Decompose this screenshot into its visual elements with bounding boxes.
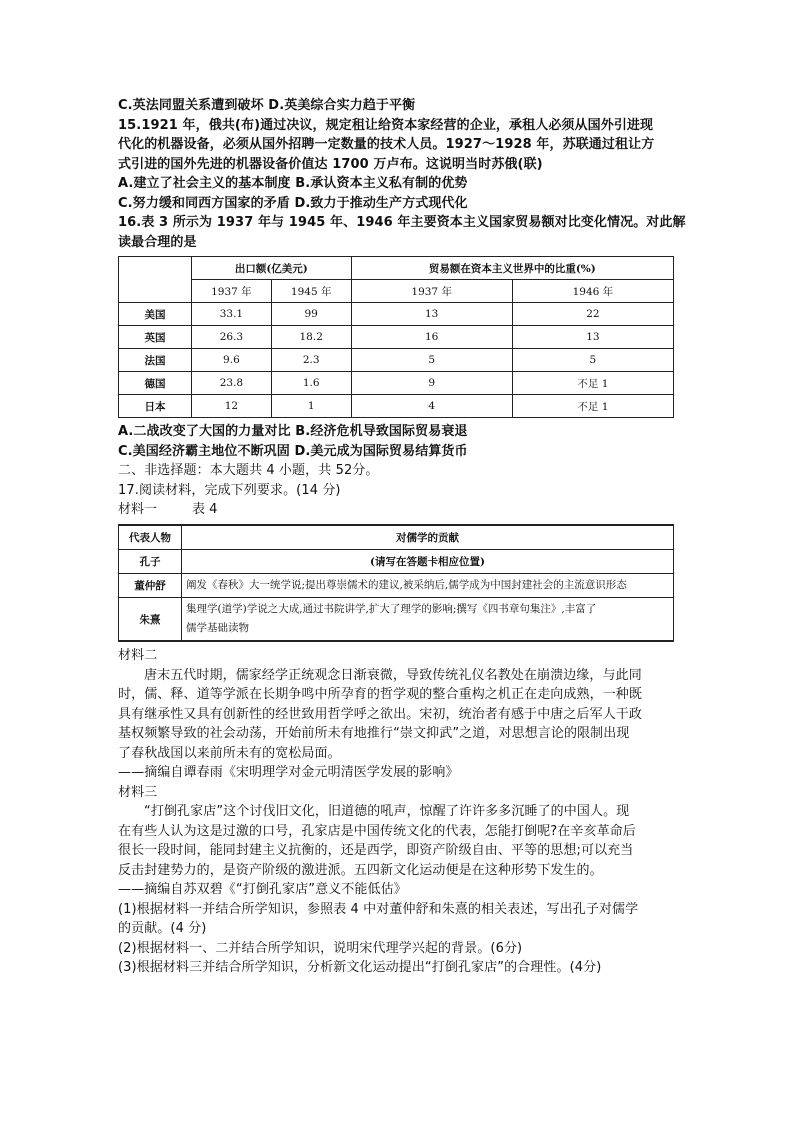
material-3-line: 很长一段时间，能同封建主义抗衡的，还是西学，即资产阶级自由、平等的思想;可以充当 <box>118 843 634 858</box>
sub-question-line: (3)根据材料三并结合所学知识，分析新文化运动提出“打倒孔家店”的合理性。(4分) <box>118 960 602 975</box>
value-cell: 9 <box>351 372 512 395</box>
table-header-figure: 代表人物 <box>119 525 182 550</box>
q16-stem-line: 读最合理的是 <box>118 234 197 250</box>
table-header-row <box>119 525 674 550</box>
table-3-trade <box>118 256 674 418</box>
q16-options-cd: C.美国经济霸主地位不断巩固 D.美元成为国际贸易结算货币 <box>118 443 468 459</box>
q15-stem-line: 代化的机器设备，必须从国外招聘一定数量的技术人员。1927～1928 年，苏联通过租让方 <box>118 137 655 152</box>
value-cell: 26.3 <box>192 326 272 349</box>
material-3-label: 材料三 <box>118 784 158 800</box>
contribution-line: 集理学(道学)学说之大成,通过书院讲学,扩大了理学的影响;撰写《四书章句集注》,丰富了 <box>186 603 597 615</box>
sub-question-line: (2)根据材料一、二并结合所学知识，说明宋代理学兴起的背景。(6分) <box>118 940 523 956</box>
material-3-line: 在有些人认为这是过激的口号，孔家店是中国传统文化的代表，怎能打倒呢?在辛亥革命后 <box>118 823 636 839</box>
value-cell: 13 <box>351 303 512 326</box>
question-15 <box>118 116 674 214</box>
contribution-cell: 阐发《春秋》大一统学说;提出尊崇儒术的建议,被采纳后,儒学成为中国封建社会的主流意识形态 <box>182 574 674 598</box>
q16-stem-line: 16.表 3 所示为 1937 年与 1945 年、1946 年主要资本主义国家贸易额对比变化情况。对此解 <box>118 215 686 230</box>
q15-options-cd: C.努力缓和同西方国家的矛盾 D.致力于推动生产方式现代化 <box>118 195 468 211</box>
table-row <box>119 349 674 372</box>
value-cell: 5 <box>351 349 512 372</box>
table-4-confucianism <box>118 524 674 642</box>
material-3-source: ——摘编自苏双碧《“打倒孔家店”意义不能低估》 <box>118 882 407 897</box>
table-year-cell: 1945 年 <box>271 280 351 303</box>
material-2-line: 唐末五代时期，儒家经学正统观念日渐衰微，导致传统礼仪名教处在崩溃边缘，与此同 <box>144 667 642 683</box>
table-year-cell: 1937 年 <box>351 280 512 303</box>
q15-stem-line: 式引进的国外先进的机器设备价值达 1700 万卢布。这说明当时苏俄(联) <box>118 156 543 172</box>
value-cell: 16 <box>351 326 512 349</box>
table-header-contribution: 对儒学的贡献 <box>182 525 674 550</box>
value-cell: 12 <box>192 395 272 418</box>
material-2-line: 了春秋战国以来前所未有的宽松局面。 <box>118 745 341 761</box>
question-16 <box>118 213 686 461</box>
table-row <box>119 598 674 642</box>
table-group-export: 出口额(亿美元) <box>192 257 352 280</box>
material-2-source: ——摘编自谭春雨《宋明理学对金元明清医学发展的影响》 <box>118 765 459 780</box>
table-row <box>119 550 674 574</box>
q16-options-ab: A.二战改变了大国的力量对比 B.经济危机导致国际贸易衰退 <box>118 424 468 439</box>
figure-cell: 董仲舒 <box>119 574 182 598</box>
material-2-line: 基权频繁导致的社会动荡，开始前所未有地推行“崇文抑武”之道，对思想言论的限制出现 <box>118 726 630 741</box>
material-1-label: 材料一 <box>118 502 158 517</box>
table-year-cell: 1937 年 <box>192 280 272 303</box>
value-cell: 23.8 <box>192 372 272 395</box>
table-row <box>119 395 674 418</box>
exam-page <box>118 96 686 978</box>
material-2-line: 时，儒、释、道等学派在长期争鸣中所孕育的哲学观的整合重构之机正在走向成熟，一种既 <box>118 687 643 702</box>
table-corner-cell <box>119 257 192 303</box>
value-cell: 99 <box>271 303 351 326</box>
sub-question-line: (1)根据材料一并结合所学知识，参照表 4 中对董仲舒和朱熹的相关表述，写出孔子对儒学 <box>118 901 639 917</box>
value-cell: 不足 1 <box>512 395 673 418</box>
table-4-label: 表 4 <box>192 502 218 517</box>
value-cell: 不足 1 <box>512 372 673 395</box>
table-group-share: 贸易额在资本主义世界中的比重(%) <box>351 257 673 280</box>
table-row <box>119 574 674 598</box>
contribution-cell: (请写在答题卡相应位置) <box>182 550 674 574</box>
table-header-row <box>119 257 674 280</box>
material-3-line: “打倒孔家店”这个讨伐旧文化，旧道德的吼声，惊醒了许许多多沉睡了的中国人。现 <box>144 804 630 819</box>
value-cell: 4 <box>351 395 512 418</box>
country-cell: 美国 <box>119 303 192 326</box>
figure-cell: 孔子 <box>119 550 182 574</box>
q14-options-cd: C.英法同盟关系遭到破坏 D.英美综合实力趋于平衡 <box>118 98 416 113</box>
country-cell: 德国 <box>119 372 192 395</box>
table-subheader-row <box>119 280 674 303</box>
material-1-label-row <box>118 500 674 520</box>
value-cell: 22 <box>512 303 673 326</box>
contribution-line: 儒学基础读物 <box>186 622 249 634</box>
q17-stem: 17.阅读材料，完成下列要求。(14 分) <box>118 482 341 498</box>
value-cell: 1 <box>271 395 351 418</box>
table-row <box>119 303 674 326</box>
value-cell: 18.2 <box>271 326 351 349</box>
value-cell: 9.6 <box>192 349 272 372</box>
sub-question-line: 的贡献。(4 分) <box>118 921 207 936</box>
value-cell: 5 <box>512 349 673 372</box>
value-cell: 1.6 <box>271 372 351 395</box>
value-cell: 2.3 <box>271 349 351 372</box>
q15-options-ab: A.建立了社会主义的基本制度 B.承认资本主义私有制的优势 <box>118 176 468 191</box>
question-17 <box>118 481 674 978</box>
country-cell: 英国 <box>119 326 192 349</box>
country-cell: 法国 <box>119 349 192 372</box>
table-row <box>119 326 674 349</box>
table-row <box>119 372 674 395</box>
value-cell: 33.1 <box>192 303 272 326</box>
section-2-heading: 二、非选择题：本大题共 4 小题，共 52分。 <box>118 463 379 478</box>
material-2-label: 材料二 <box>118 648 158 663</box>
material-3-line: 反击封建势力的，是资产阶级的激进派。五四新文化运动便是在这种形势下发生的。 <box>118 862 603 878</box>
value-cell: 13 <box>512 326 673 349</box>
country-cell: 日本 <box>119 395 192 418</box>
table-year-cell: 1946 年 <box>512 280 673 303</box>
contribution-cell <box>182 598 674 642</box>
figure-cell: 朱熹 <box>119 598 182 642</box>
q15-stem-line: 15.1921 年，俄共(布)通过决议，规定租让给资本家经营的企业，承租人必须从国外引进现 <box>118 117 654 133</box>
material-2-line: 具有继承性又具有创新性的经世致用哲学呼之欲出。宋初，统治者有感于中唐之后军人干政 <box>118 706 643 722</box>
